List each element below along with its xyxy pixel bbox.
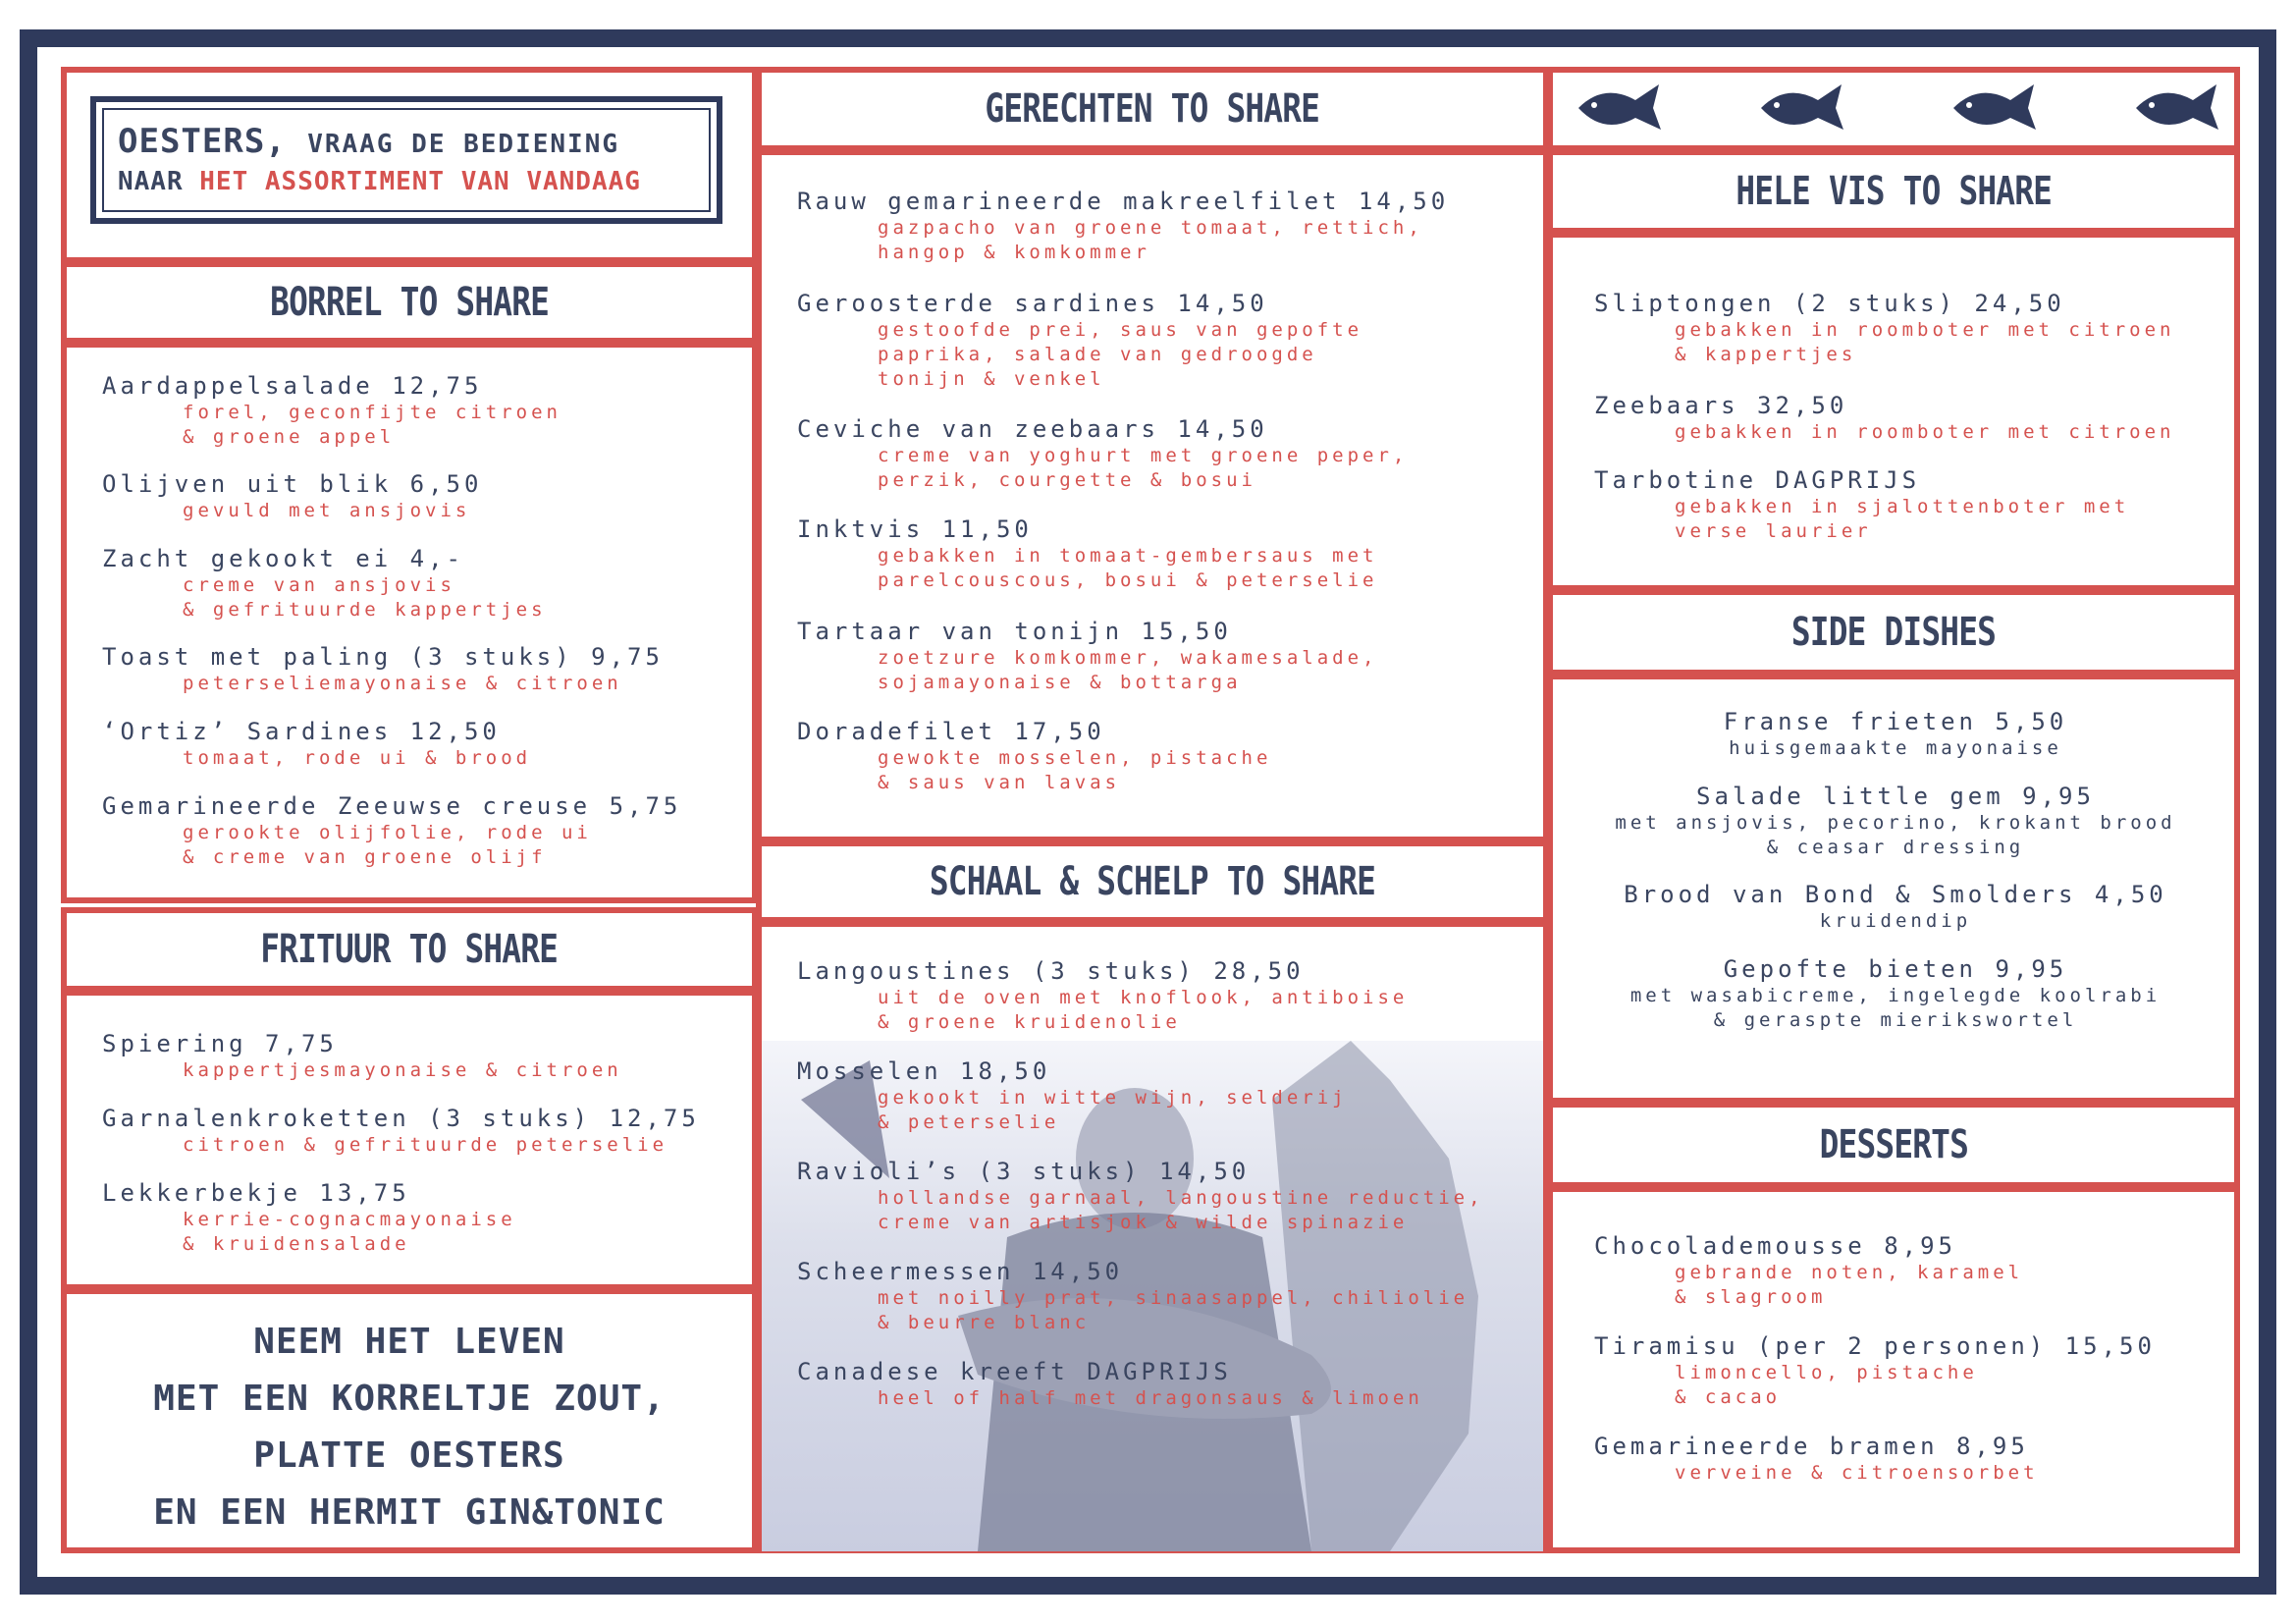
menu-item (797, 514, 1378, 593)
menu-item-description: creme van yoghurt met groene peper, (878, 445, 1409, 466)
menu-item (797, 414, 1408, 493)
menu-item-description: & creme van groene olijf (183, 846, 547, 868)
menu-item (1557, 954, 2234, 1033)
menu-item-name: Lekkerbekje 13,75 (102, 1179, 410, 1207)
borrel-title: BORREL TO SHARE (270, 280, 549, 325)
menu-item-description: hollandse garnaal, langoustine reductie, (878, 1187, 1484, 1209)
gerechten-header (756, 67, 1549, 151)
menu-item-description: gebakken in roomboter met citroen (1675, 421, 2175, 443)
menu-item-description: gevuld met ansjovis (183, 500, 471, 521)
menu-item-description: gazpacho van groene tomaat, rettich, (878, 217, 1423, 239)
oyster-notice (90, 96, 722, 224)
menu-item-description: & groene appel (183, 426, 396, 448)
menu-item-name: Ceviche van zeebaars 14,50 (797, 415, 1268, 443)
menu-item-description: gewokte mosselen, pistache (878, 747, 1272, 769)
menu-item-description: heel of half met dragonsaus & limoen (878, 1387, 1423, 1409)
menu-item (797, 956, 1408, 1035)
menu-item (797, 717, 1271, 795)
gerechten-title: GERECHTEN TO SHARE (985, 86, 1320, 132)
menu-item-description: creme van ansjovis (183, 574, 455, 596)
schaal-header (756, 840, 1549, 923)
side-dishes-title: SIDE DISHES (1790, 610, 1997, 655)
menu-item-description: hangop & komkommer (878, 242, 1150, 263)
menu-item-name: Doradefilet 17,50 (797, 718, 1105, 745)
menu-item (102, 1029, 622, 1083)
fish-icon (1757, 79, 1847, 137)
menu-item-name: Geroosterde sardines 14,50 (797, 290, 1268, 317)
menu-item-description: & geraspte mierikswortel (1713, 1009, 2078, 1031)
menu-item-description: met ansjovis, pecorino, krokant brood (1615, 812, 2176, 834)
menu-item-description: gerookte olijfolie, rode ui (183, 822, 592, 843)
menu-item-description: met noilly prat, sinaasappel, chiliolie (878, 1287, 1469, 1309)
menu-item-name: Tiramisu (per 2 personen) 15,50 (1594, 1332, 2156, 1360)
menu-item-description: & saus van lavas (878, 772, 1121, 793)
menu-item-description: & groene kruidenolie (878, 1011, 1181, 1033)
menu-item-description: zoetzure komkommer, wakamesalade, (878, 647, 1378, 669)
menu-item-name: Mosselen 18,50 (797, 1057, 1051, 1085)
quote-line-2: MET EEN KORRELTJE ZOUT, (153, 1379, 666, 1419)
menu-item-name: Gemarineerde bramen 8,95 (1594, 1433, 2029, 1460)
menu-item-name: Chocolademousse 8,95 (1594, 1232, 1956, 1260)
menu-item-description: gebakken in tomaat-gembersaus met (878, 545, 1378, 567)
menu-item-description: peterseliemayonaise & citroen (183, 673, 622, 694)
menu-item-description: huisgemaakte mayonaise (1729, 737, 2062, 759)
schaal-title: SCHAAL & SCHELP TO SHARE (929, 859, 1376, 904)
menu-item-description: & beurre blanc (878, 1312, 1091, 1333)
desserts-title: DESSERTS (1819, 1122, 1968, 1167)
menu-item (1594, 1432, 2039, 1486)
menu-item-description: gestoofde prei, saus van gepofte (878, 319, 1363, 341)
menu-item (797, 1056, 1348, 1135)
menu-item-description: met wasabicreme, ingelegde koolrabi (1629, 985, 2162, 1006)
menu-item-description: kruidendip (1819, 910, 1972, 932)
menu-item (1594, 465, 2129, 544)
menu-item-description: tomaat, rode ui & brood (183, 747, 532, 769)
menu-item-description: & ceasar dressing (1766, 837, 2025, 858)
menu-item-description: & peterselie (878, 1111, 1060, 1133)
menu-item-name: Franse frieten 5,50 (1723, 708, 2068, 735)
menu-item (102, 544, 547, 623)
menu-item (1557, 782, 2234, 860)
menu-item-name: Olijven uit blik 6,50 (102, 470, 483, 498)
menu-item-name: Toast met paling (3 stuks) 9,75 (102, 643, 664, 671)
menu-item-description: gebrande noten, karamel (1675, 1262, 2024, 1283)
menu-item-name: Brood van Bond & Smolders 4,50 (1624, 881, 2167, 908)
menu-item (102, 371, 561, 450)
menu-item (102, 717, 531, 771)
menu-item-description: citroen & gefrituurde peterselie (183, 1134, 668, 1156)
menu-item-name: Gepofte bieten 9,95 (1723, 955, 2068, 983)
side-dishes-header (1547, 589, 2240, 676)
borrel-header (61, 261, 758, 344)
menu-item (102, 791, 681, 870)
menu-item-description: & cacao (1675, 1386, 1782, 1408)
menu-item-description: verveine & citroensorbet (1675, 1462, 2039, 1484)
menu-item-description: tonijn & venkel (878, 368, 1105, 390)
menu-item-description: uit de oven met knoflook, antiboise (878, 987, 1409, 1008)
fish-icon (1949, 79, 2040, 137)
menu-item (797, 289, 1362, 392)
quote-text (61, 1288, 758, 1553)
hele-vis-header (1547, 149, 2240, 234)
menu-item (102, 1178, 516, 1257)
menu-item-name: Garnalenkroketten (3 stuks) 12,75 (102, 1105, 700, 1132)
oyster-title: OESTERS, (118, 122, 287, 161)
menu-item-description: & kappertjes (1675, 344, 1857, 365)
menu-item-name: ‘Ortiz’ Sardines 12,50 (102, 718, 501, 745)
menu-item-description: kappertjesmayonaise & citroen (183, 1059, 622, 1081)
menu-item-name: Salade little gem 9,95 (1696, 783, 2095, 810)
menu-item-description: verse laurier (1675, 520, 1872, 542)
menu-item-description: parelcouscous, bosui & peterselie (878, 569, 1378, 591)
menu-item-description: perzik, courgette & bosui (878, 469, 1256, 491)
hele-vis-title: HELE VIS TO SHARE (1735, 169, 2052, 214)
menu-item (102, 642, 664, 696)
menu-item-name: Sliptongen (2 stuks) 24,50 (1594, 290, 2065, 317)
frituur-title: FRITUUR TO SHARE (260, 927, 559, 972)
menu-item-name: Zeebaars 32,50 (1594, 392, 1848, 419)
menu-item (1557, 880, 2234, 934)
menu-item-name: Scheermessen 14,50 (797, 1258, 1124, 1285)
menu-item-name: Langoustines (3 stuks) 28,50 (797, 957, 1305, 985)
menu-item (797, 617, 1378, 695)
desserts-header (1547, 1102, 2240, 1188)
menu-item-name: Spiering 7,75 (102, 1030, 338, 1057)
menu-item-name: Tarbotine DAGPRIJS (1594, 466, 1921, 494)
menu-item (1594, 1231, 2023, 1310)
menu-item (1594, 1331, 2156, 1410)
fish-icon (2132, 79, 2222, 137)
menu-item-name: Inktvis 11,50 (797, 515, 1033, 543)
menu-item-name: Gemarineerde Zeeuwse creuse 5,75 (102, 792, 682, 820)
menu-item-name: Zacht gekookt ei 4,- (102, 545, 464, 572)
menu-item-description: paprika, salade van gedroogde (878, 344, 1317, 365)
menu-item-name: Ravioli’s (3 stuks) 14,50 (797, 1158, 1251, 1185)
menu-item-description: gekookt in witte wijn, selderij (878, 1087, 1348, 1109)
menu-item-description: gebakken in sjalottenboter met (1675, 496, 2130, 517)
menu-item-name: Aardappelsalade 12,75 (102, 372, 483, 400)
quote-line-1: NEEM HET LEVEN (253, 1322, 565, 1362)
frituur-header (61, 907, 758, 992)
menu-item-name: Tartaar van tonijn 15,50 (797, 618, 1232, 645)
menu-item (102, 1104, 700, 1158)
menu-item (1557, 707, 2234, 761)
oyster-naar: NAAR (118, 167, 184, 196)
menu-item (797, 187, 1449, 265)
menu-item (797, 1357, 1423, 1411)
menu-item (1594, 391, 2175, 445)
menu-item (102, 469, 482, 523)
menu-item-description: sojamayonaise & bottarga (878, 672, 1242, 693)
menu-item (797, 1157, 1484, 1235)
oyster-subtitle: VRAAG DE BEDIENING (307, 130, 620, 159)
quote-line-4: EN EEN HERMIT GIN&TONIC (153, 1492, 666, 1533)
menu-item-name: Rauw gemarineerde makreelfilet 14,50 (797, 188, 1450, 215)
quote-line-3: PLATTE OESTERS (253, 1435, 565, 1476)
menu-item-description: gebakken in roomboter met citroen (1675, 319, 2175, 341)
menu-item-description: limoncello, pistache (1675, 1362, 1978, 1383)
fish-icon (1575, 79, 1665, 137)
menu-item-description: kerrie-cognacmayonaise (183, 1209, 516, 1230)
menu-item-name: Canadese kreeft DAGPRIJS (797, 1358, 1232, 1385)
menu-item-description: & slagroom (1675, 1286, 1827, 1308)
menu-item-description: creme van artisjok & wilde spinazie (878, 1212, 1409, 1233)
menu-item-description: forel, geconfijte citroen (183, 402, 561, 423)
menu-item (797, 1257, 1468, 1335)
menu-item-description: & gefrituurde kappertjes (183, 599, 547, 621)
menu-item (1594, 289, 2175, 367)
menu-item-description: & kruidensalade (183, 1233, 410, 1255)
oyster-assortment: HET ASSORTIMENT VAN VANDAAG (199, 167, 641, 196)
